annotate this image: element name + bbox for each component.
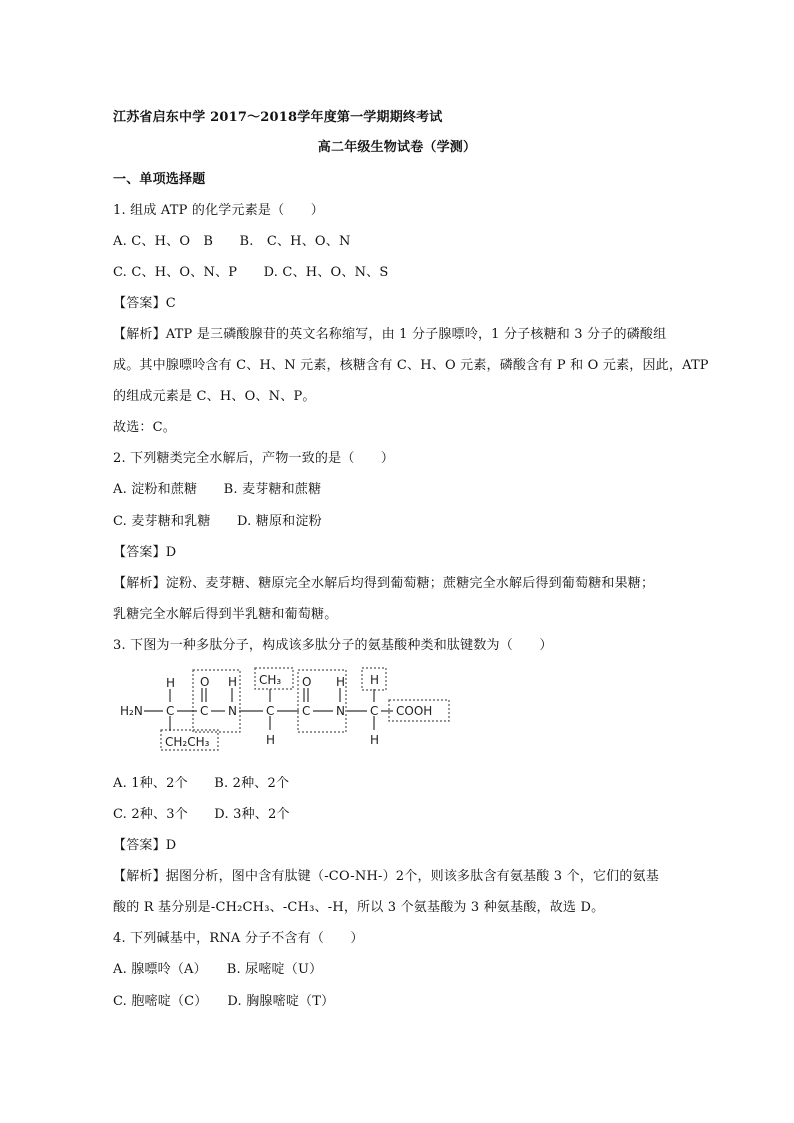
atom-c: C (370, 704, 379, 718)
polypeptide-structure-diagram (113, 660, 458, 754)
atom-c: C (200, 704, 209, 718)
amino-group-label: H₂N (120, 704, 143, 718)
r-group-ch3: CH₃ (259, 673, 282, 687)
r-group-h: H (370, 673, 380, 687)
question-2-answer: 【答案】D (113, 545, 177, 560)
atom-h: H (266, 733, 276, 747)
exam-subtitle: 高二年级生物试卷（学测） (317, 140, 477, 155)
atom-o: O (200, 675, 210, 689)
question-1-stem: 1. 组成 ATP 的化学元素是（ ） (113, 203, 324, 218)
atom-h: H (370, 733, 380, 747)
question-4-options-row-1: A. 腺嘌呤（A） B. 尿嘧啶（U） (113, 962, 323, 977)
question-2-analysis-line: 乳糖完全水解后得到半乳糖和葡萄糖。 (113, 607, 338, 622)
question-2-options-row-1: A. 淀粉和蔗糖 B. 麦芽糖和蔗糖 (113, 482, 322, 497)
question-2-analysis-line: 【解析】淀粉、麦芽糖、糖原完全水解后均得到葡萄糖；蔗糖完全水解后得到葡萄糖和果糖； (113, 576, 655, 591)
atom-c: C (302, 704, 311, 718)
question-1-analysis-line: 成。其中腺嘌呤含有 C、H、N 元素，核糖含有 C、H、O 元素，磷酸含有 P 和 O 元素，因此，ATP (113, 358, 709, 373)
question-4-options-row-2: C. 胞嘧啶（C） D. 胸腺嘧啶（T） (113, 994, 335, 1009)
question-3-answer: 【答案】D (113, 838, 177, 853)
question-1-analysis-line: 故选：C。 (113, 420, 176, 435)
question-3-options-row-1: A. 1种、2个 B. 2种、2个 (113, 776, 290, 791)
question-1-answer: 【答案】C (113, 296, 176, 311)
question-1-analysis-line: 的组成元素是 C、H、O、N、P。 (113, 389, 316, 404)
question-1-options-row-2: C. C、H、O、N、P D. C、H、O、N、S (113, 265, 389, 280)
r-group-ch2ch3: CH₂CH₃ (165, 735, 210, 749)
exam-title: 江苏省启东中学 2017～2018学年度第一学期期终考试 (113, 110, 443, 125)
question-3-stem: 3. 下图为一种多肽分子，构成该多肽分子的氨基酸种类和肽键数为（ ） (113, 638, 553, 653)
section-heading: 一、单项选择题 (113, 172, 206, 187)
atom-h: H (336, 675, 346, 689)
atom-h: H (228, 675, 238, 689)
atom-c: C (266, 704, 275, 718)
question-3-analysis-line: 【解析】据图分析，图中含有肽键（-CO-NH-）2个，则该多肽含有氨基酸 3 个，它们的氨基 (113, 869, 659, 884)
atom-n: N (336, 704, 345, 718)
atom-o: O (302, 675, 312, 689)
question-3-options-row-2: C. 2种、3个 D. 3种、2个 (113, 807, 290, 822)
carboxyl-group-label: COOH (396, 704, 433, 718)
atom-c: C (166, 704, 175, 718)
question-3-analysis-line: 酸的 R 基分别是-CH₂CH₃、-CH₃、-H，所以 3 个氨基酸为 3 种氨基酸，故选 D。 (113, 900, 605, 915)
atom-h: H (166, 676, 176, 690)
atom-n: N (228, 704, 237, 718)
question-1-analysis-line: 【解析】ATP 是三磷酸腺苷的英文名称缩写，由 1 分子腺嘌呤，1 分子核糖和 3 分子的磷酸组 (113, 327, 667, 342)
question-1-options-row-1: A. C、H、O B B. C、H、O、N (113, 234, 351, 249)
question-4-stem: 4. 下列碱基中，RNA 分子不含有（ ） (113, 931, 364, 946)
question-2-stem: 2. 下列糖类完全水解后，产物一致的是（ ） (113, 451, 395, 466)
question-2-options-row-2: C. 麦芽糖和乳糖 D. 糖原和淀粉 (113, 514, 322, 529)
